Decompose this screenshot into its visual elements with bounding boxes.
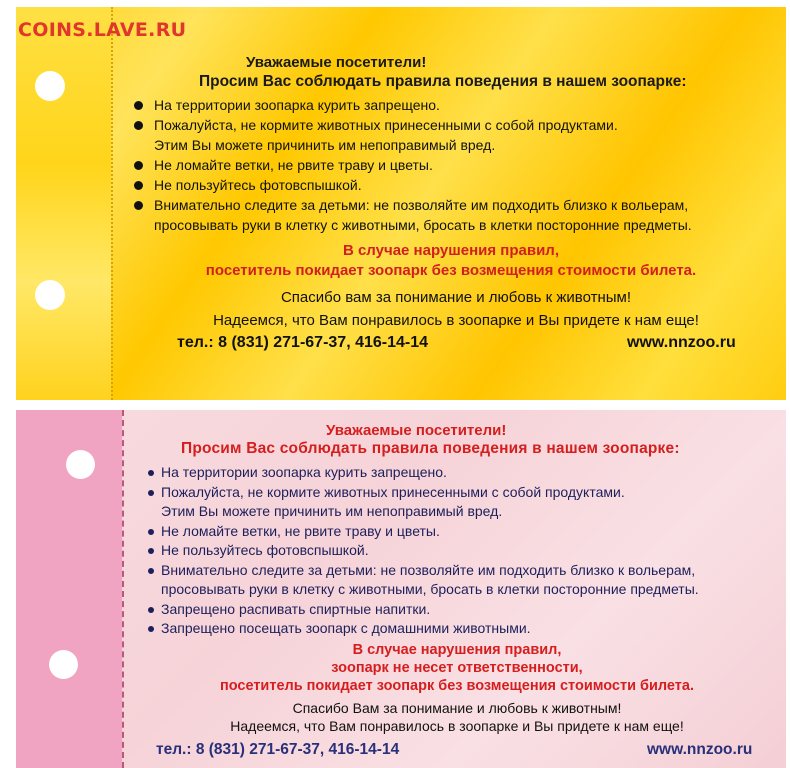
phone-number: тел.: 8 (831) 271-67-37, 416-14-14 [156,741,400,758]
thanks-line: Надеемся, что Вам понравилось в зоопарке и Вы придете к нам еще! [213,312,699,329]
rule-item: Не ломайте ветки, не рвите траву и цветы. [134,155,692,175]
rules-heading: Просим Вас соблюдать правила поведения в нашем зоопарке: [199,73,687,90]
greeting-title: Уважаемые посетители! [246,54,427,71]
rule-item: На территории зоопарка курить запрещено. [134,95,692,115]
website-link: www.nnzoo.ru [647,741,753,758]
rule-item: На территории зоопарка курить запрещено. [146,463,699,483]
rule-item: Не пользуйтесь фотовспышкой. [146,541,699,561]
punch-hole [66,450,95,479]
rule-item: Внимательно следите за детьми: не позволяйте им подходить близко к вольерам, просовывать руки в клетку с животными, бросать в клетки посторонние предметы. [134,195,692,235]
warning-line: В случае нарушения правил, [352,642,562,658]
warning-line: посетитель покидает зоопарк без возмещения стоимости билета. [219,678,695,694]
ticket-yellow [16,7,786,400]
website-link: www.nnzoo.ru [627,334,736,351]
punch-hole [35,71,65,101]
rule-item: Не ломайте ветки, не рвите траву и цветы. [146,522,699,542]
rule-item: Не пользуйтесь фотовспышкой. [134,175,692,195]
rules-heading: Просим Вас соблюдать правила поведения в нашем зоопарке: [181,440,680,457]
rule-item: Внимательно следите за детьми: не позволяйте им подходить близко к вольерам, просовывать руки в клетку с животными, бросать в клетки посторонние предметы. [146,561,699,600]
warning-line: зоопарк не несет ответственности, [331,660,583,676]
thanks-line: Надеемся, что Вам понравилось в зоопарке и Вы придете к нам еще! [230,718,684,734]
rules-list [134,95,692,235]
rule-item: Запрещено распивать спиртные напитки. [146,600,699,620]
rule-item: Запрещено посещать зоопарк с домашними животными. [146,619,699,639]
thanks-line: Спасибо вам за понимание и любовь к животным! [280,289,632,306]
warning-line: посетитель покидает зоопарк без возмещения стоимости билета. [205,262,697,279]
greeting-title: Уважаемые посетители! [326,422,507,439]
rules-list [146,463,699,639]
warning-line: В случае нарушения правил, [342,242,560,259]
phone-number: тел.: 8 (831) 271-67-37, 416-14-14 [177,334,429,351]
rule-item: Пожалуйста, не кормите животных принесенными с собой продуктами. Этим Вы можете причинить им непоправимый вред. [146,483,699,522]
watermark: COINS.LAVE.RU [18,19,187,41]
rule-item: Пожалуйста, не кормите животных принесенными с собой продуктами. Этим Вы можете причинить им непоправимый вред. [134,115,692,155]
thanks-line: Спасибо Вам за понимание и любовь к животным! [292,700,622,716]
ticket-pink [16,410,786,768]
